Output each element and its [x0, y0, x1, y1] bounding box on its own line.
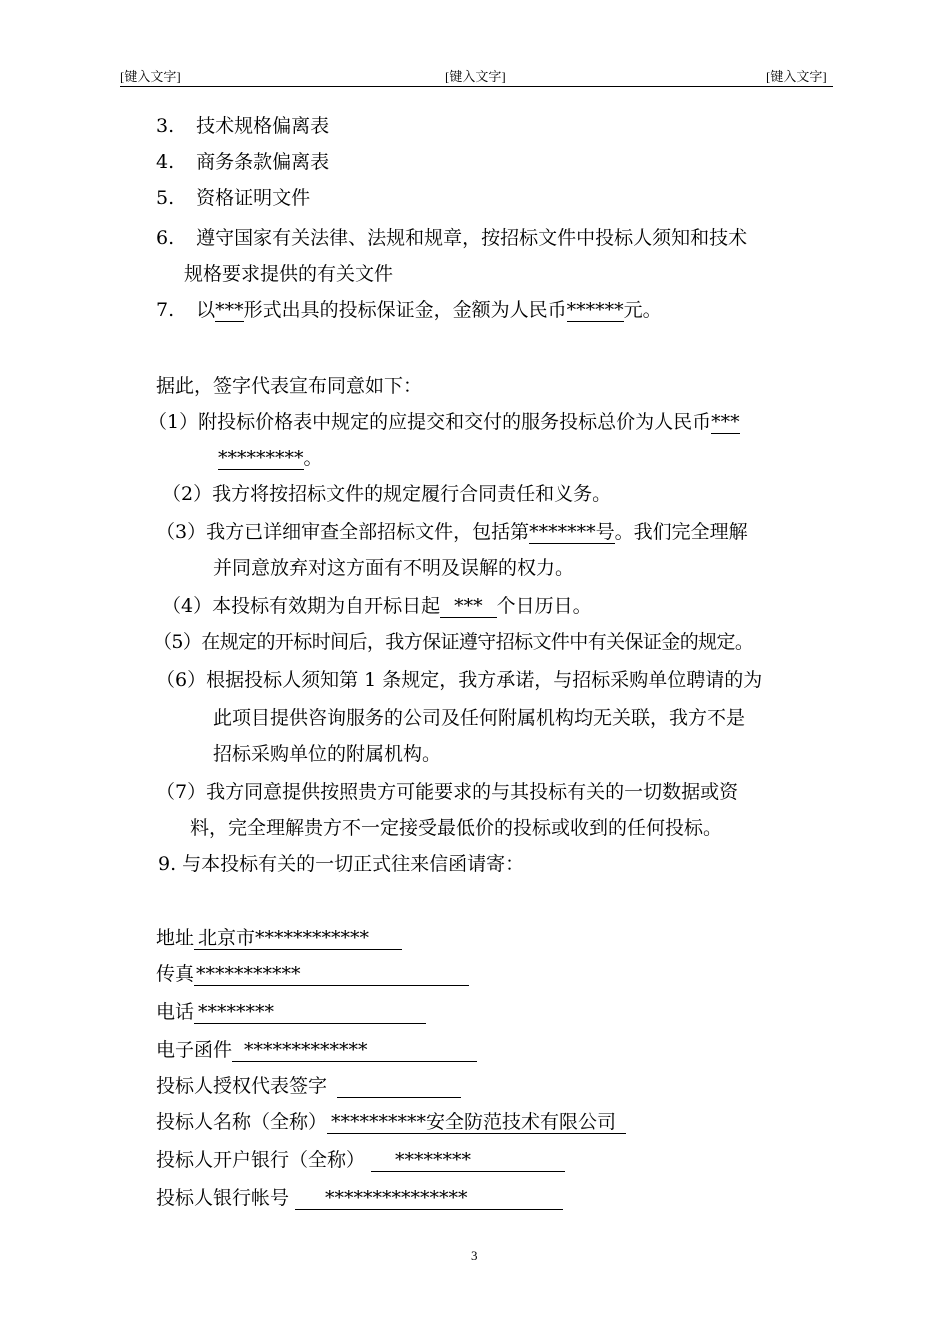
email-row: 电子函件 ************* [156, 1038, 477, 1062]
signature-value [337, 1075, 461, 1098]
header-right: [键入文字] [766, 69, 827, 84]
bank-value: ******** [371, 1149, 565, 1172]
declaration: 据此，签字代表宣布同意如下： [156, 375, 423, 397]
clause-1-cont: *********。 [218, 447, 323, 469]
clause-6: （6）根据投标人须知第 1 条规定，我方承诺，与招标采购单位聘请的为 [156, 669, 763, 691]
phone-row: 电话 ******** [156, 1000, 426, 1024]
list-item-4: 4. 商务条款偏离表 [156, 151, 330, 173]
clause-7: （7）我方同意提供按照贵方可能要求的与其投标有关的一切数据或资 [156, 781, 739, 803]
address-row: 地址 北京市************ [156, 926, 402, 950]
fax-value: *********** [194, 963, 469, 986]
account-row: 投标人银行帐号 *************** [156, 1186, 563, 1210]
signature-row: 投标人授权代表签字 [156, 1074, 461, 1098]
list-item-3: 3. 技术规格偏离表 [156, 115, 330, 137]
fax-row: 传真 *********** [156, 962, 469, 986]
clause-1: （1）附投标价格表中规定的应提交和交付的服务投标总价为人民币*** [148, 411, 740, 433]
clause-4: （4）本投标有效期为自开标日起 *** 个日历日。 [162, 595, 592, 617]
account-value: *************** [295, 1187, 563, 1210]
address-value: 北京市************ [194, 927, 402, 950]
bank-row: 投标人开户银行（全称） ******** [156, 1148, 565, 1172]
clause-6-cont1: 此项目提供咨询服务的公司及任何附属机构均无关联，我方不是 [213, 707, 746, 729]
clause-3: （3）我方已详细审查全部招标文件，包括第*******号。我们完全理解 [156, 521, 748, 543]
header-center: [键入文字] [445, 69, 506, 84]
clause-5: （5）在规定的开标时间后，我方保证遵守招标文件中有关保证金的规定。 [153, 631, 754, 653]
clause-3-cont: 并同意放弃对这方面有不明及误解的权力。 [213, 557, 575, 579]
list-item-7: 7. 以***形式出具的投标保证金，金额为人民币******元。 [156, 299, 662, 321]
list-item-6-cont: 规格要求提供的有关文件 [184, 263, 394, 285]
clause-7-cont: 料，完全理解贵方不一定接受最低价的投标或收到的任何投标。 [190, 817, 723, 839]
list-item-5: 5. 资格证明文件 [156, 187, 311, 209]
page-number: 3 [471, 1248, 478, 1263]
header-left: [键入文字] [120, 69, 181, 84]
phone-value: ******** [194, 1001, 426, 1024]
email-value: ************* [232, 1039, 477, 1062]
name-value: **********安全防范技术有限公司 [327, 1111, 626, 1134]
clause-6-cont2: 招标采购单位的附属机构。 [213, 743, 442, 765]
clause-2: （2）我方将按招标文件的规定履行合同责任和义务。 [162, 483, 612, 505]
name-row: 投标人名称（全称） **********安全防范技术有限公司 [156, 1110, 626, 1134]
list-item-6: 6. 遵守国家有关法律、法规和规章，按招标文件中投标人须知和技术 [156, 227, 748, 249]
header-rule [120, 86, 833, 87]
item-9: 9. 与本投标有关的一切正式往来信函请寄： [158, 853, 525, 875]
